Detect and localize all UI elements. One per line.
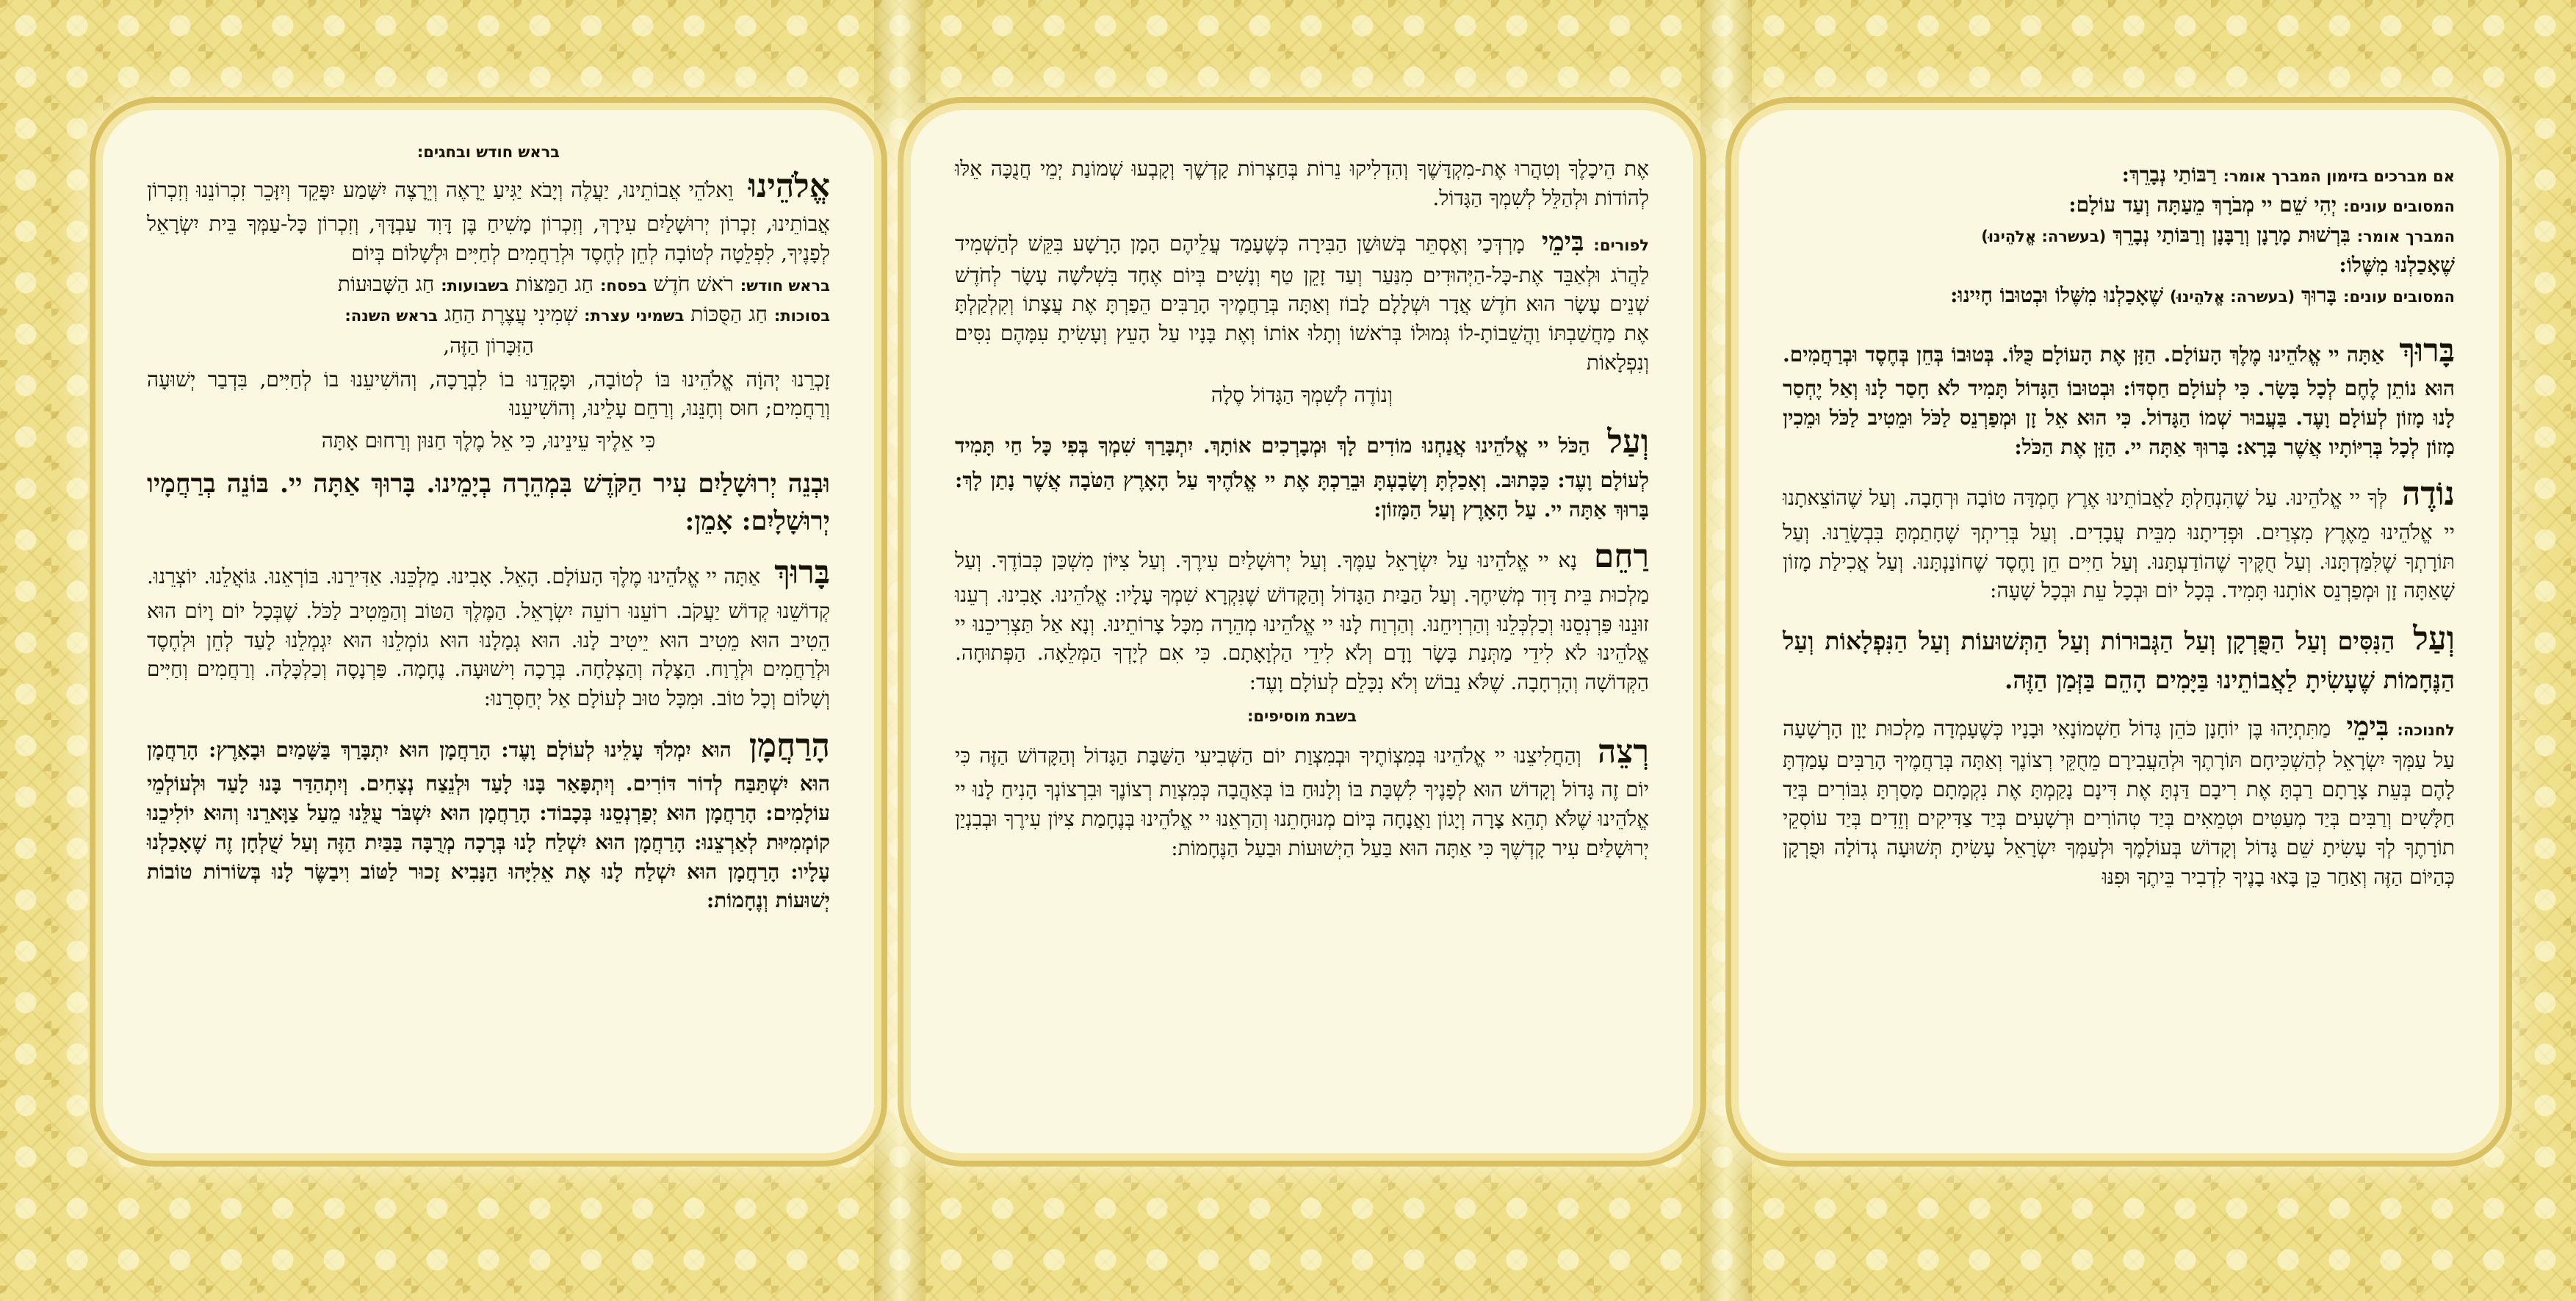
zimun-text: רַבּוֹתַי נְבָרֵךְ: (2121, 162, 2217, 187)
holiday-line (147, 301, 830, 328)
instruction-note: (בעשרה: אֱלֹהֵינוּ) (1981, 227, 2107, 245)
zimun-line (1783, 222, 2455, 249)
paragraph-text: הַנִּסִּים וְעַל הַפֻּרְקָן וְעַל הַגְּבוּרוֹת וְעַל הַתְּשׁוּעוֹת וְעַל הַנִּפְלָאוֹת וְעַל הַנֶּחָמוֹת שֶׁעָשִׂיתָ לַאֲבוֹתֵינוּ בַּיָּמִים הָהֵם בַּזְּמַן הַזֶּה. (1783, 627, 2455, 694)
panel-arch (349, 1109, 628, 1153)
opening-word: נוֹדֶה (2401, 475, 2455, 513)
opening-word: בִּימֵי (2346, 710, 2389, 742)
paragraph-text: אַתָּה יי אֱלֹהֵינוּ מֶלֶךְ הָעוֹלָם. הַזָּן אֶת הָעוֹלָם כֻּלּוֹ. בְּטוּבוֹ בְּחֵן בְּחֶסֶד וּבְרַחֲמִים. הוּא נוֹתֵן לֶחֶם לְכָל בָּשָׂר. כִּי לְעוֹלָם חַסְדּוֹ: וּבְטוּבוֹ הַגָּדוֹל תָּמִיד לֹא חָסַר לָנוּ וְאַל יֶחְסַר לָנוּ מָזוֹן לְעוֹלָם וָעֶד. בַּעֲבוּר שְׁמוֹ הַגָּדוֹל. כִּי הוּא אֵל זָן וּמְפַרְנֵס לַכֹּל וּמֵטִיב לַכֹּל וּמֵכִין מָזוֹן לְכָל בְּרִיּוֹתָיו אֲשֶׁר בָּרָא: בָּרוּךְ אַתָּה יי. הַזָּן אֶת הַכֹּל: (1783, 342, 2455, 459)
opening-word: בִּימֵי (1541, 226, 1584, 257)
hatov-vehameitiv-paragraph (147, 550, 830, 713)
rachem-paragraph (955, 534, 1649, 696)
paragraph-text: אַתָּה יי אֱלֹהֵינוּ מֶלֶךְ הָעוֹלָם. הָאֵל. אָבִינוּ. מַלְכֵּנוּ. אַדִּירֵנוּ. בּוֹרְאֵנוּ. גּוֹאֲלֵנוּ. יוֹצְרֵנוּ. קְדוֹשֵׁנוּ קְדוֹשׁ יַעֲקֹב. רוֹעֵנוּ רוֹעֵה יִשְׂרָאֵל. הַמֶּלֶךְ הַטּוֹב וְהַמֵּטִיב לַכֹּל. שֶׁבְּכָל יוֹם וָיוֹם הוּא הֵטִיב הוּא מֵטִיב הוּא יֵיטִיב לָנוּ. הוּא גְמָלָנוּ הוּא גוֹמְלֵנוּ הוּא יִגְמְלֵנוּ לָעַד לְחֵן וּלְחֶסֶד וּלְרַחֲמִים וּלְרֶוַח. הַצָּלָה וְהַצְלָחָה. בְּרָכָה וִישׁוּעָה. נֶחָמָה. פַּרְנָסָה וְכַלְכָּלָה. וְרַחֲמִים וְחַיִּים וְשָׁלוֹם וְכָל טוֹב. וּמִכָּל טוּב לְעוֹלָם אַל יְחַסְּרֵנוּ: (147, 564, 830, 711)
opening-word: בָּרוּךְ (774, 554, 830, 592)
paragraph-text: הַכֹּל יי אֱלֹהֵינוּ אֲנַחְנוּ מוֹדִים לָךְ וּמְבָרְכִים אוֹתָךְ. יִתְבָּרַךְ שִׁמְךָ בְּפִי כָּל חַי תָּמִיד לְעוֹלָם וָעֶד: כַּכָּתוּב. וְאָכַלְתָּ וְשָׂבָעְתָּ וּבֵרַכְתָּ אֶת יי אֱלֹהֶיךָ עַל הָאָרֶץ הַטֹּבָה אֲשֶׁר נָתַן לָךְ: בָּרוּךְ אַתָּה יי. עַל הָאָרֶץ וְעַל הַמָּזוֹן: (955, 433, 1649, 522)
zimun-line (1783, 162, 2455, 189)
holiday-name: שְׁמִינִי עֲצֶרֶת הַחַג (444, 301, 578, 326)
instruction-note: בשבועות: (441, 276, 509, 295)
zimun-text: בָּרוּךְ (2301, 282, 2337, 307)
panel-arch (1163, 1109, 1442, 1153)
zochrenu-closing: כִּי אֵלֶיךָ עֵינֵינוּ, כִּי אֵל מֶלֶךְ חַנּוּן וְרַחוּם אָתָּה (321, 428, 656, 453)
veal-hakol-paragraph (955, 419, 1649, 524)
purim-paragraph (955, 223, 1649, 378)
zochrenu-paragraph: זָכְרֵנוּ יְהוָֹה אֱלֹהֵינוּ בּוֹ לְטוֹבָה, וּפָקְדֵנוּ בוֹ לִבְרָכָה, וְהוֹשִׁיעֵנוּ בוֹ לְחַיִּים, בִּדְבַר יְשׁוּעָה וְרַחֲמִים; חוּס וְחָנֵּנוּ, וְרַחֵם עָלֵינוּ, וְהוֹשִׁיעֵנוּ (147, 367, 830, 421)
opening-word: וְעַל (2413, 620, 2455, 658)
instruction-note: בראש חודש: (740, 276, 830, 295)
instruction-note: בשמיני עצרת: (584, 306, 685, 325)
retzeh-paragraph (955, 729, 1649, 863)
zimun-text: יְהִי שֵׁם יי מְבֹרָךְ מֵעַתָּה וְעַד עוֹלָם: (2068, 192, 2337, 217)
paragraph-text: נָא יי אֱלֹהֵינוּ עַל יִשְׂרָאֵל עַמֶּךָ. וְעַל יְרוּשָׁלַיִם עִירֶךָ. וְעַל צִיּוֹן מִשְׁכַּן כְּבוֹדֶךָ. וְעַל מַלְכוּת בֵּית דָּוִד מְשִׁיחֶךָ. וְעַל הַבַּיִת הַגָּדוֹל וְהַקָּדוֹשׁ שֶׁנִּקְרָא שִׁמְךָ עָלָיו: אֱלֹהֵינוּ. אָבִינוּ. רְעֵנוּ זוּנֵנוּ פַּרְנְסֵנוּ וְכַלְכְּלֵנוּ וְהַרְוִיחֵנוּ. וְהַרְוַח לָנוּ יי אֱלֹהֵינוּ מְהֵרָה מִכָּל צָרוֹתֵינוּ. וְנָא אַל תַּצְרִיכֵנוּ יי אֱלֹהֵינוּ לֹא לִידֵי מַתְּנַת בָּשָׂר וָדָם וְלֹא לִידֵי הַלְוָאָתָם. כִּי אִם לְיָדְךָ הַמְּלֵאָה. הַפְּתוּחָה. הַקְּדוֹשָׁה וְהָרְחָבָה. שֶׁלֹּא נֵבוֹשׁ וְלֹא נִכָּלֵם לְעוֹלָם וָעֶד: (955, 548, 1649, 695)
holiday-name: חַג הַסֻּכּוֹת (690, 301, 768, 326)
paragraph-text: הוּא יִמְלֹךְ עָלֵינוּ לְעוֹלָם וָעֶד: הָרַחֲמָן הוּא יִתְבָּרַךְ בַּשָּׁמַיִם וּבָאָרֶץ: הָרַחֲמָן הוּא יִשְׁתַּבַּח לְדוֹר דּוֹרִים. וְיִתְפָּאַר בָּנוּ לָעַד וּלְנֵצַח נְצָחִים. וְיִתְהַדַּר בָּנוּ לָעַד וּלְעוֹלְמֵי עוֹלָמִים: הָרַחֲמָן הוּא יְפַרְנְסֵנוּ בְּכָבוֹד: הָרַחֲמָן הוּא יִשְׁבֹּר עֻלֵּנוּ מֵעַל צַוָּארֵנוּ וְהוּא יוֹלִיכֵנוּ קוֹמְמִיּוּת לְאַרְצֵנוּ: הָרַחֲמָן הוּא יִשְׁלַח לָנוּ בְּרָכָה מְרֻבָּה בַּבַּיִת הַזֶּה וְעַל שֻׁלְחָן זֶה שֶׁאָכַלְנוּ עָלָיו: הָרַחֲמָן הוּא יִשְׁלַח לָנוּ אֶת אֵלִיָּהוּ הַנָּבִיא זָכוּר לַטּוֹב וִיבַשֶּׂר לָנוּ בְּשׂוֹרוֹת טוֹבוֹת יְשׁוּעוֹת וְנֶחָמוֹת: (147, 737, 830, 913)
panel-arch (1980, 1109, 2259, 1153)
paragraph-text: וְהַחֲלִיצֵנוּ יי אֱלֹהֵינוּ בְּמִצְוֹתֶיךָ וּבְמִצְוַת יוֹם הַשְּׁבִיעִי הַשַּׁבָּת הַגָּדוֹל וְהַקָּדוֹשׁ הַזֶּה כִּי יוֹם זֶה גָּדוֹל וְקָדוֹשׁ הוּא לְפָנֶיךָ לִשְׁבָּת בּוֹ וְלָנוּחַ בּוֹ בְּאַהֲבָה כְּמִצְוַת רְצוֹנֶךָ וּבִרְצוֹנְךָ הָנִיחַ לָנוּ יי אֱלֹהֵינוּ שֶׁלֹּא תְהֵא צָרָה וְיָגוֹן וַאֲנָחָה בְּיוֹם מְנוּחָתֵנוּ וְהַרְאֵנוּ יי אֱלֹהֵינוּ בְּנֶחָמַת צִיּוֹן עִירֶךָ וּבְבִנְיַן יְרוּשָׁלַיִם עִיר קָדְשֶׁךָ כִּי אַתָּה הוּא בַּעַל הַיְשׁוּעוֹת וּבַעַל הַנֶּחָמוֹת: (955, 743, 1649, 860)
holiday-name: חַג הַשָּׁבוּעוֹת (337, 271, 435, 296)
opening-word: אֱלֹהֵינוּ (748, 167, 830, 205)
instruction-note: לחנוכה: (2397, 721, 2455, 739)
instruction-note: בסוכות: (773, 306, 830, 325)
yaaleh-veyavo-paragraph (147, 164, 830, 268)
paragraph-text: לְּךָ יי אֱלֹהֵינוּ. עַל שֶׁהִנְחַלְתָּ לַאֲבוֹתֵינוּ אֶרֶץ חֶמְדָּה טוֹבָה וּרְחָבָה. וְעַל שֶׁהוֹצֵאתָנוּ יי אֱלֹהֵינוּ מֵאֶרֶץ מִצְרַיִם. וּפְדִיתָנוּ מִבֵּית עֲבָדִים. וְעַל בְּרִיתְךָ שֶׁחָתַמְתָּ בִּבְשָׂרֵנוּ. וְעַל תּוֹרָתְךָ שֶׁלִּמַּדְתָּנוּ. וְעַל חֻקֶּיךָ שֶׁהוֹדַעְתָּנוּ. וְעַל חַיִּים חֵן וָחֶסֶד שֶׁחוֹנַנְתָּנוּ. וְעַל אֲכִילַת מָזוֹן שָׁאַתָּה זָן וּמְפַרְנֵס אוֹתָנוּ תָּמִיד. בְּכָל יוֹם וּבְכָל עֵת וּבְכָל שָׁעָה: (1783, 486, 2455, 603)
instruction-note: (בעשרה: אֱלֹהֵינוּ) (2170, 287, 2295, 306)
zimun-line (1783, 192, 2455, 219)
zimun-text: בִּרְשׁוּת מָרָנָן וְרַבָּנָן וְרַבּוֹתַי נְבָרֵךְ (2113, 222, 2350, 247)
opening-word: הָרַחֲמָן (748, 727, 830, 765)
paragraph-text: וֵאלֹהֵי אֲבוֹתֵינוּ, יַעֲלֶה וְיָבֹא יַגִּיעַ יֵרָאֶה וְיֵרָצֶה יִשָּׁמַע יִפָּקֵד וְיִזָּכֵר זִכְרוֹנֵנוּ וְזִכְרוֹן אֲבוֹתֵינוּ, זִכְרוֹן יְרוּשָׁלַיִם עִירָךְ, וְזִכְרוֹן מָשִׁיחַ בֶּן דָּוִד עַבְדָּךְ, וְזִכְרוֹן כָּל-עַמְּךָ בֵּית יִשְׂרָאֵל לְפָנֶיךָ, לִפְלֵטָה לְטוֹבָה לְחֵן לְחֶסֶד וּלְרַחֲמִים לְחַיִּים וּלְשָׁלוֹם בְּיוֹם (147, 178, 830, 266)
zimun-text: שֶׁאָכַלְנוּ מִשֶּׁלוֹ: (2339, 252, 2455, 277)
zimun-line (1783, 252, 2455, 279)
opening-word: וְעַל (1607, 423, 1649, 461)
hazan-paragraph (1783, 328, 2455, 462)
opening-word: רְצֵה (1598, 732, 1649, 771)
paragraph-text: אֶת הֵיכָלֶךָ וְטִהֲרוּ אֶת-מִקְדָּשֶׁךָ וְהִדְלִיקוּ נֵרוֹת בְּחַצְרוֹת קָדְשֶׁךָ וְקָבְעוּ שְׁמוֹנַת יְמֵי חֲנֻכָּה אֵלּוּ לְהוֹדוֹת וּלְהַלֵּל לְשִׁמְךָ הַגָּדוֹל. (955, 156, 1649, 210)
instruction-note: אם מברכים בזימון המברך אומר: (2223, 167, 2455, 185)
chanuka-continuation (955, 154, 1649, 213)
opening-word: רַחֵם (1593, 538, 1649, 576)
instruction-note: בפסח: (600, 276, 647, 295)
zimun-line (1783, 282, 2455, 309)
middle-panel (911, 110, 1693, 1153)
paragraph-text: מָרְדְּכַי וְאֶסְתֵּר בְּשׁוּשַׁן הַבִּירָה כְּשֶׁעָמַד עֲלֵיהֶם הָמָן הָרָשָׁע בִּקֵּשׁ לְהַשְׁמִיד לַהֲרֹג וּלְאַבֵּד אֶת-כָּל-הַיְּהוּדִים מִנַּעַר וְעַד זָקֵן טַף וְנָשִׁים בְּיוֹם אֶחָד בִּשְׁלֹשָׁה עָשָׂר לְחֹדֶשׁ שְׁנֵים עָשָׂר הוּא חֹדֶשׁ אֲדָר וּשְׁלָלָם לָבוֹז וְאַתָּה בְּרַחֲמֶיךָ הָרַבִּים הֵפַרְתָּ אֶת עֲצָתוֹ וְקִלְקַלְתָּ אֶת מַחֲשַׁבְתּוֹ וַהֲשֵׁבוֹתָ-לוֹ גְּמוּלוֹ בְּרֹאשׁוֹ וְתָלוּ אוֹתוֹ וְאֶת בָּנָיו עַל הָעֵץ וְעָשִׂיתָ עִמָּהֶם נִסִּים וְנִפְלָאוֹת (955, 231, 1649, 375)
nodeh-paragraph (1783, 472, 2455, 605)
al-hanisim-paragraph (1783, 616, 2455, 698)
harachaman-paragraph (147, 724, 830, 915)
rosh-chodesh-note: בראש חודש ובחגים: (416, 143, 560, 161)
instruction-note: המסובים עונים: (2343, 197, 2455, 215)
instruction-note: לפורים: (1593, 236, 1649, 254)
hazikaron-line: הַזִּכָּרוֹן הַזֶּה, (443, 333, 534, 358)
right-panel (1739, 110, 2499, 1153)
instruction-note: בראש השנה: (344, 306, 439, 325)
opening-word: בָּרוּךְ (2399, 331, 2456, 370)
shabbat-note: בשבת מוסיפים: (1246, 707, 1357, 725)
instruction-note: המסובים עונים: (2343, 287, 2455, 306)
zimun-text: שֶׁאָכַלְנוּ מִשֶּׁלוֹ וּבְטוּבוֹ חָיִינוּ: (1950, 282, 2164, 307)
holiday-name: חַג הַמַּצּוֹת (515, 271, 594, 296)
paragraph-text: מַתִּתְיָהוּ בֶּן יוֹחָנָן כֹּהֵן גָּדוֹל חַשְׁמוֹנָאִי וּבָנָיו כְּשֶׁעָמְדָה מַלְכוּת יָוָן הָרְשָׁעָה עַל עַמְּךָ יִשְׂרָאֵל לְהַשְׁכִּיחָם תּוֹרָתֶךָ וּלְהַעֲבִירָם מֵחֻקֵּי רְצוֹנֶךָ וְאַתָּה בְּרַחֲמֶיךָ הָרַבִּים עָמַדְתָּ לָהֶם בְּעֵת צָרָתָם רַבְתָּ אֶת רִיבָם דַּנְתָּ אֶת דִּינָם נָקַמְתָּ אֶת נִקְמָתָם מָסַרְתָּ גִבּוֹרִים בְּיַד חַלָּשִׁים וְרַבִּים בְּיַד מְעַטִּים וּטְמֵאִים בְּיַד טְהוֹרִים וּרְשָׁעִים בְּיַד צַדִּיקִים וְזֵדִים בְּיַד עוֹסְקֵי תוֹרָתֶךָ לְךָ עָשִׂיתָ שֵׁם גָּדוֹל וְקָדוֹשׁ בְּעוֹלָמֶךָ וּלְעַמְּךָ יִשְׂרָאֵל עָשִׂיתָ תְּשׁוּעָה גְדוֹלָה וּפֻרְקָן כְּהַיּוֹם הַזֶּה וְאַחַר כֵּן בָּאוּ בָנֶיךָ לִדְבִיר בֵּיתֶךָ וּפִנּוּ (1783, 716, 2455, 889)
holiday-line (147, 271, 830, 298)
left-panel (103, 110, 874, 1153)
chanuka-paragraph (1783, 708, 2455, 892)
instruction-note: המברך אומר: (2356, 227, 2455, 245)
holiday-name: רֹאשׁ חֹדֶשׁ (653, 271, 734, 296)
purim-closing: וְנוֹדֶה לְשִׁמְךָ הַגָּדוֹל סֶלָה (1211, 382, 1393, 407)
uvneh-yerushalayim: וּבְנֵה יְרוּשָׁלַיִם עִיר הַקֹּדֶשׁ בִּמְהֵרָה בְיָמֵינוּ. בָּרוּךְ אַתָּה יי. בּוֹנֵה בְרַחֲמָיו יְרוּשָׁלָיִם: אָמֵן: (147, 468, 830, 536)
